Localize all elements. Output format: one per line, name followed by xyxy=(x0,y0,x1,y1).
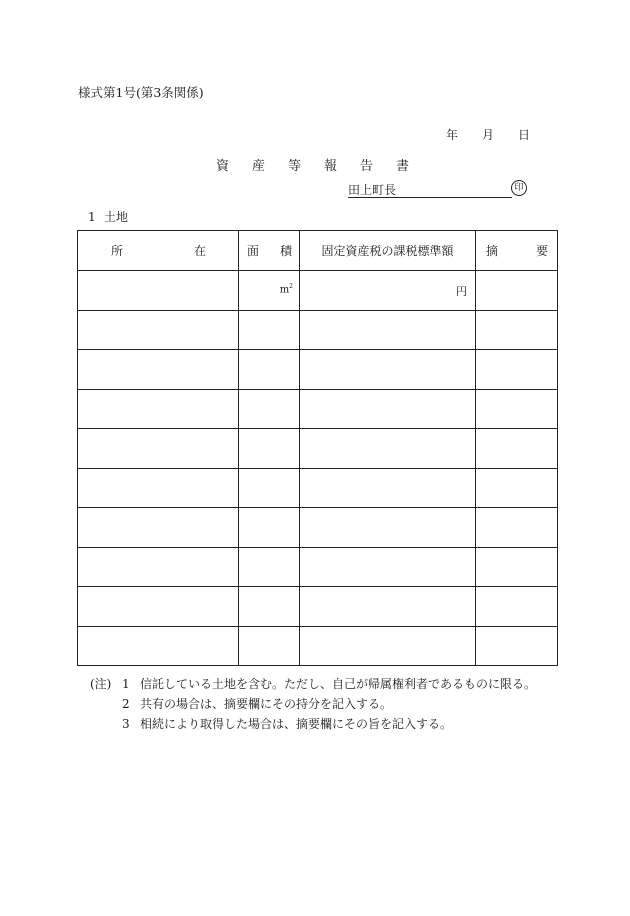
table-row xyxy=(78,389,558,429)
cell-area[interactable] xyxy=(239,508,300,548)
note-item: 2 共有の場合は、摘要欄にその持分を記入する。 xyxy=(122,697,393,711)
note-item: (注) 1 信託している土地を含む。ただし、自己が帰属権利者であるものに限る。 xyxy=(90,674,536,694)
notes-label: (注) xyxy=(90,677,112,691)
header-tax-value: 固定資産税の課税標準額 xyxy=(300,231,476,271)
yen-unit: 円 xyxy=(456,285,467,298)
cell-tax-value[interactable] xyxy=(300,350,476,390)
table-row xyxy=(78,508,558,548)
cell-tax-value[interactable] xyxy=(300,468,476,508)
header-remarks: 摘 要 xyxy=(476,231,558,271)
table-row xyxy=(78,429,558,469)
cell-location[interactable] xyxy=(78,350,239,390)
cell-tax-value[interactable] xyxy=(300,508,476,548)
title-char: 等 xyxy=(288,159,302,174)
cell-tax-value[interactable] xyxy=(300,587,476,627)
table-row xyxy=(78,547,558,587)
cell-area[interactable] xyxy=(239,468,300,508)
title-char: 資 xyxy=(216,159,230,174)
cell-location[interactable] xyxy=(78,389,239,429)
cell-remarks[interactable] xyxy=(476,547,558,587)
cell-remarks[interactable] xyxy=(476,626,558,666)
cell-location[interactable] xyxy=(78,547,239,587)
date-line xyxy=(446,126,530,143)
date-day-label: 日 xyxy=(518,128,531,142)
title-char: 産 xyxy=(252,159,266,174)
table-row xyxy=(78,468,558,508)
cell-location[interactable] xyxy=(78,429,239,469)
cell-location[interactable] xyxy=(78,626,239,666)
table-row xyxy=(78,350,558,390)
cell-remarks[interactable] xyxy=(476,350,558,390)
cell-area[interactable] xyxy=(239,587,300,627)
title-char: 告 xyxy=(360,159,374,174)
date-year-label: 年 xyxy=(446,128,459,142)
seal-mark: 印 xyxy=(511,180,527,196)
cell-area[interactable] xyxy=(239,310,300,350)
cell-remarks[interactable] xyxy=(476,389,558,429)
cell-area[interactable] xyxy=(239,271,300,311)
cell-area[interactable] xyxy=(239,626,300,666)
section-label: 土地 xyxy=(104,210,129,224)
table-row xyxy=(78,271,558,311)
cell-remarks[interactable] xyxy=(476,468,558,508)
section-number: 1 xyxy=(88,210,96,224)
cell-remarks[interactable] xyxy=(476,587,558,627)
cell-tax-value[interactable] xyxy=(300,389,476,429)
title-char: 書 xyxy=(396,159,410,174)
cell-area[interactable] xyxy=(239,389,300,429)
cell-area[interactable] xyxy=(239,429,300,469)
header-location: 所 在 xyxy=(78,231,239,271)
date-month-label: 月 xyxy=(482,128,495,142)
area-unit: $m^2$ xyxy=(279,283,293,296)
cell-remarks[interactable] xyxy=(476,271,558,311)
notes xyxy=(90,674,536,734)
cell-remarks[interactable] xyxy=(476,429,558,469)
cell-tax-value[interactable] xyxy=(300,626,476,666)
cell-tax-value[interactable] xyxy=(300,271,476,311)
cell-location[interactable] xyxy=(78,271,239,311)
cell-tax-value[interactable] xyxy=(300,547,476,587)
addressee-line xyxy=(348,181,512,198)
cell-location[interactable] xyxy=(78,310,239,350)
table-header-row xyxy=(78,231,558,271)
table-row xyxy=(78,310,558,350)
cell-remarks[interactable] xyxy=(476,310,558,350)
cell-area[interactable] xyxy=(239,350,300,390)
cell-location[interactable] xyxy=(78,587,239,627)
cell-tax-value[interactable] xyxy=(300,310,476,350)
cell-area[interactable] xyxy=(239,547,300,587)
form-number: 様式第1号(第3条関係) xyxy=(78,85,204,100)
table-row xyxy=(78,587,558,627)
note-item: 3 相続により取得した場合は、摘要欄にその旨を記入する。 xyxy=(122,717,453,731)
title-char: 報 xyxy=(324,159,338,174)
cell-tax-value[interactable] xyxy=(300,429,476,469)
addressee-name: 田上町長 xyxy=(348,183,397,197)
section-heading xyxy=(88,208,128,225)
cell-location[interactable] xyxy=(78,508,239,548)
cell-remarks[interactable] xyxy=(476,508,558,548)
land-table xyxy=(77,230,558,666)
header-area: 面 積 xyxy=(239,231,300,271)
table-row xyxy=(78,626,558,666)
page-title xyxy=(216,155,432,174)
cell-location[interactable] xyxy=(78,468,239,508)
